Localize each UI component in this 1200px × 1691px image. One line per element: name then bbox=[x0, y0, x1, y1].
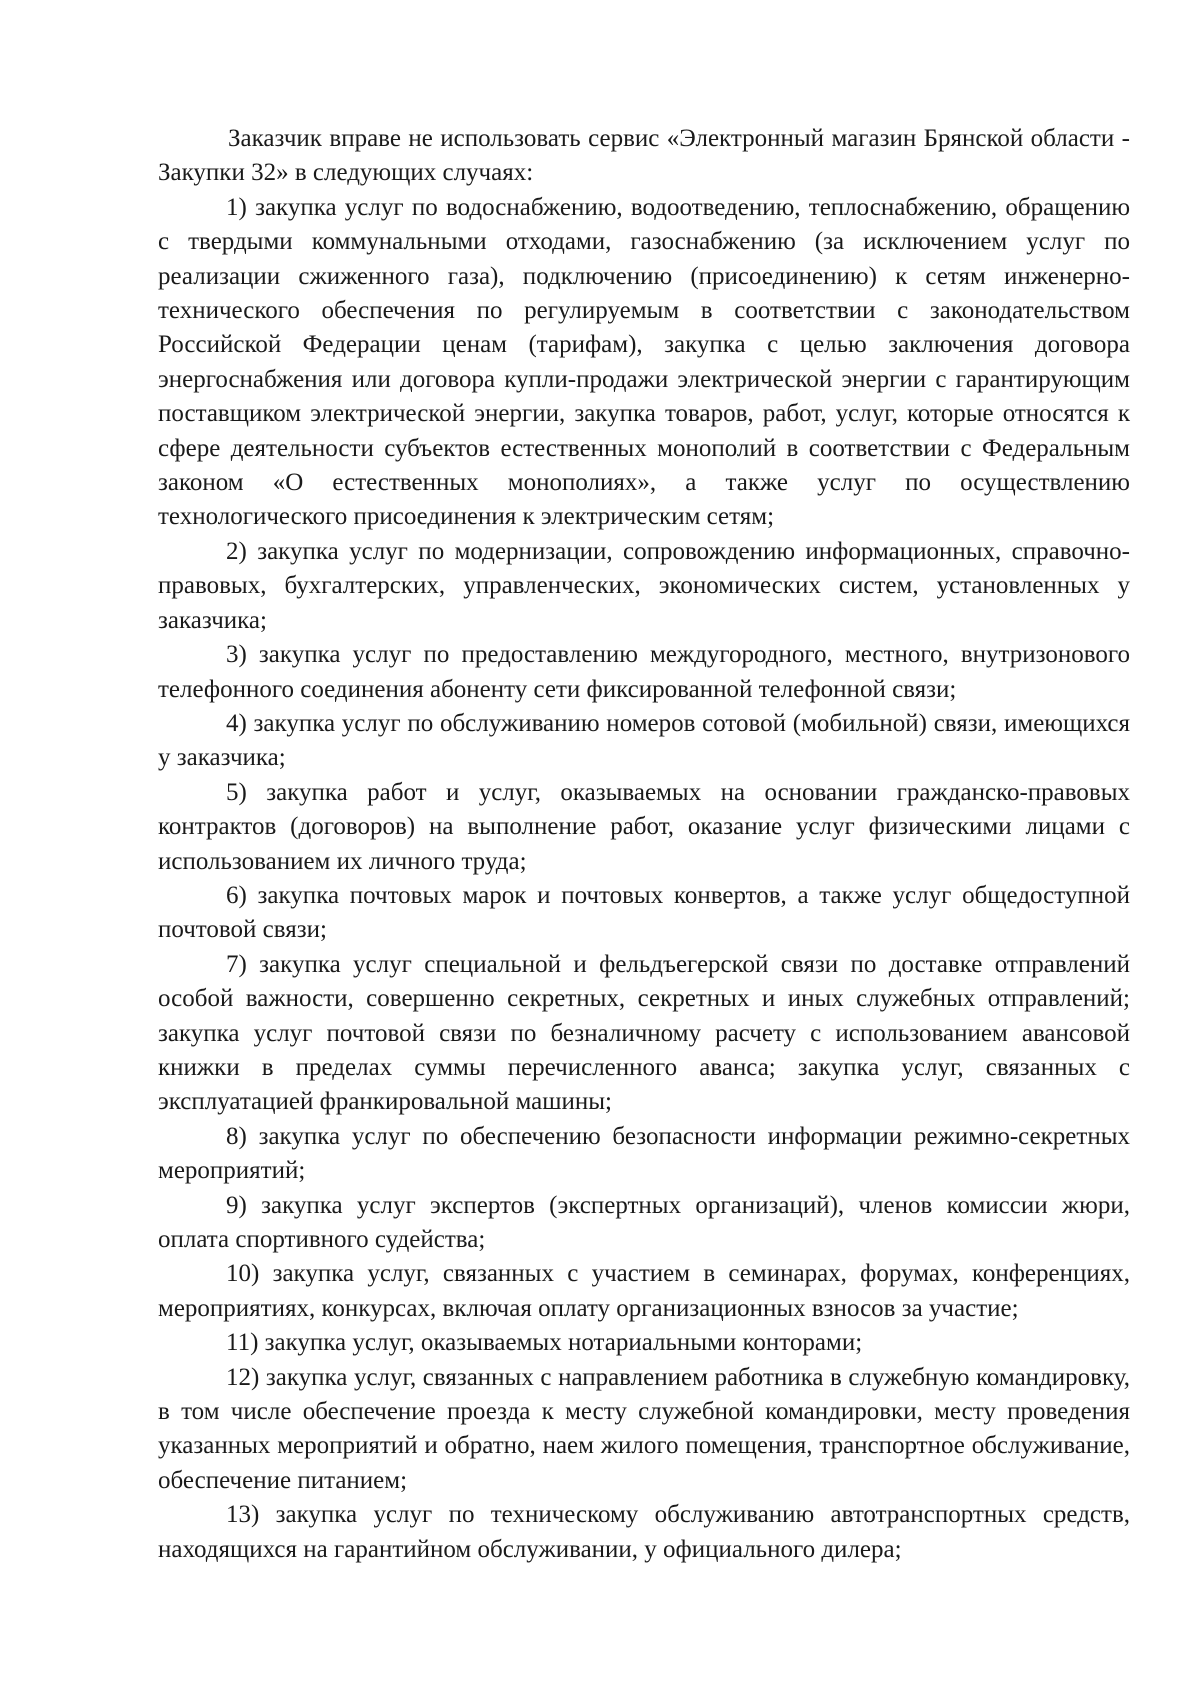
list-item-13: 13) закупка услуг по техническому обслуживанию автотранспортных средств, находящихся на гарантийном обслуживании, у официального дилера; bbox=[158, 1501, 1130, 1563]
list-item-4: 4) закупка услуг по обслуживанию номеров сотовой (мобильной) связи, имеющихся у заказчика; bbox=[158, 709, 1130, 772]
list-item-1: 1) закупка услуг по водоснабжению, водоотведению, теплоснабжению, обращению с твердыми коммунальными отходами, газоснабжению (за исключением услуг по реализации сжиженного газа), подключению (присоединению) к сетям инженерно-технического обеспечения по регулируемым в соответствии с законодательством Российской Федерации ценам (тарифам), закупка с целью заключения договора энергоснабжения или договора купли-продажи электрической энергии с гарантирующим поставщиком электрической энергии, закупка товаров, работ, услуг, которые относятся к сфере деятельности субъектов естественных монополий в соответствии с Федеральным законом «О естественных монополиях», а также услуг по осуществлению технологического присоединения к электрическим сетям; bbox=[158, 193, 1130, 531]
intro-paragraph: Заказчик вправе не использовать сервис «Электронный магазин Брянской области - Закупки 32» в следующих случаях: bbox=[158, 125, 1130, 187]
list-item-5: 5) закупка работ и услуг, оказываемых на основании гражданско-правовых контрактов (договоров) на выполнение работ, оказание услуг физическими лицами с использованием их личного труда; bbox=[158, 778, 1130, 875]
list-item-8: 8) закупка услуг по обеспечению безопасности информации режимно-секретных мероприятий; bbox=[158, 1122, 1130, 1185]
document-body bbox=[158, 122, 1130, 1567]
list-item-9: 9) закупка услуг экспертов (экспертных организаций), членов комиссии жюри, оплата спортивного судейства; bbox=[158, 1191, 1130, 1253]
list-item-7: 7) закупка услуг специальной и фельдъегерской связи по доставке отправлений особой важности, совершенно секретных, секретных и иных служебных отправлений; закупка услуг почтовой связи по безналичному расчету с использованием авансовой книжки в пределах суммы перечисленного аванса; закупка услуг, связанных с эксплуатацией франкировальной машины; bbox=[158, 950, 1130, 1116]
list-item-10: 10) закупка услуг, связанных с участием в семинарах, форумах, конференциях, мероприятиях, конкурсах, включая оплату организационных взносов за участие; bbox=[158, 1260, 1130, 1322]
list-item-2: 2) закупка услуг по модернизации, сопровождению информационных, справочно-правовых, бухгалтерских, управленческих, экономических систем, установленных у заказчика; bbox=[158, 537, 1130, 634]
list-item-6: 6) закупка почтовых марок и почтовых конвертов, а также услуг общедоступной почтовой связи; bbox=[158, 881, 1130, 944]
list-item-3: 3) закупка услуг по предоставлению междугородного, местного, внутризонового телефонного соединения абоненту сети фиксированной телефонной связи; bbox=[158, 641, 1130, 703]
list-item-11: 11) закупка услуг, оказываемых нотариальными конторами; bbox=[226, 1329, 863, 1357]
list-item-12: 12) закупка услуг, связанных с направлением работника в служебную командировку, в том числе обеспечение проезда к месту служебной командировки, месту проведения указанных мероприятий и обратно, наем жилого помещения, транспортное обслуживание, обеспечение питанием; bbox=[158, 1363, 1130, 1494]
